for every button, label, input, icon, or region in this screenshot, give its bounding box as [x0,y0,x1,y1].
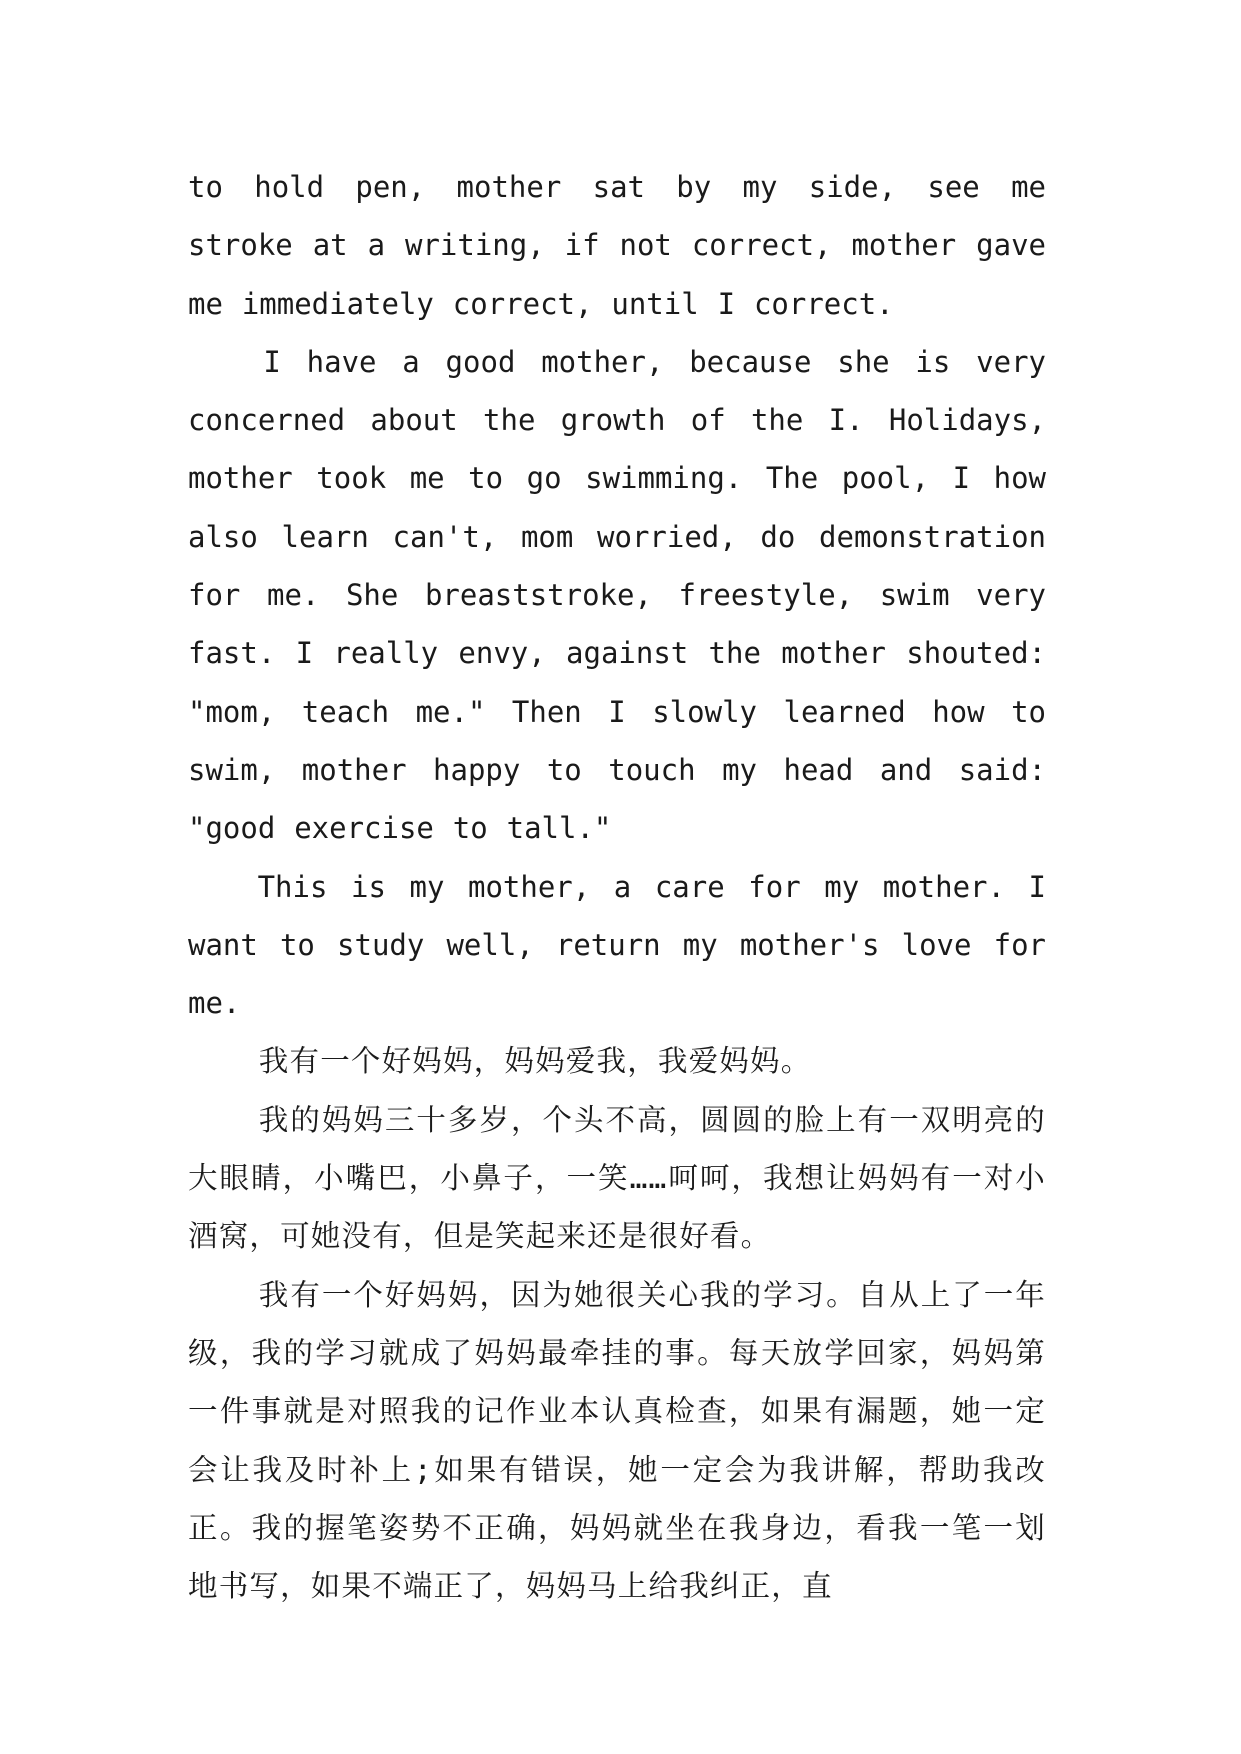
paragraph-cn-intro: 我有一个好妈妈，妈妈爱我，我爱妈妈。 [258,1044,812,1079]
document-page [188,158,1046,1615]
paragraph-cn-study: 我有一个好妈妈，因为她很关心我的学习。自从上了一年级，我的学习就成了妈妈最牵挂的事。每天放学回家，妈妈第一件事就是对照我的记作业本认真检查，如果有漏题，她一定会让我及时补上;如果有错误，她一定会为我讲解，帮助我改正。我的握笔姿势不正确，妈妈就坐在我身边，看我一笔一划地书写，如果不端正了，妈妈马上给我纠正，直 [188,1277,1046,1604]
paragraph-continuation: to hold pen, mother sat by my side, see me stroke at a writing, if not correct, mother gave me immediately correct, until I correct. [188,170,1046,321]
paragraph-conclusion: This is my mother, a care for my mother. I want to study well, return my mother's love for me. [188,869,1046,1021]
paragraph-swimming: I have a good mother, because she is very concerned about the growth of the I. Holidays, mother took me to go swimming. The pool, I how also learn can't, mom worried, do demonstration for me. She breaststroke, freestyle, swim very fast. I really envy, against the mother shouted: "mom, teach me." Then I slowly learned how to swim, mother happy to touch my head and said: "good exercise to tall." [188,344,1046,846]
paragraph-cn-appearance: 我的妈妈三十多岁，个头不高，圆圆的脸上有一双明亮的大眼睛，小嘴巴，小鼻子，一笑……呵呵，我想让妈妈有一对小酒窝，可她没有，但是笑起来还是很好看。 [188,1102,1046,1254]
